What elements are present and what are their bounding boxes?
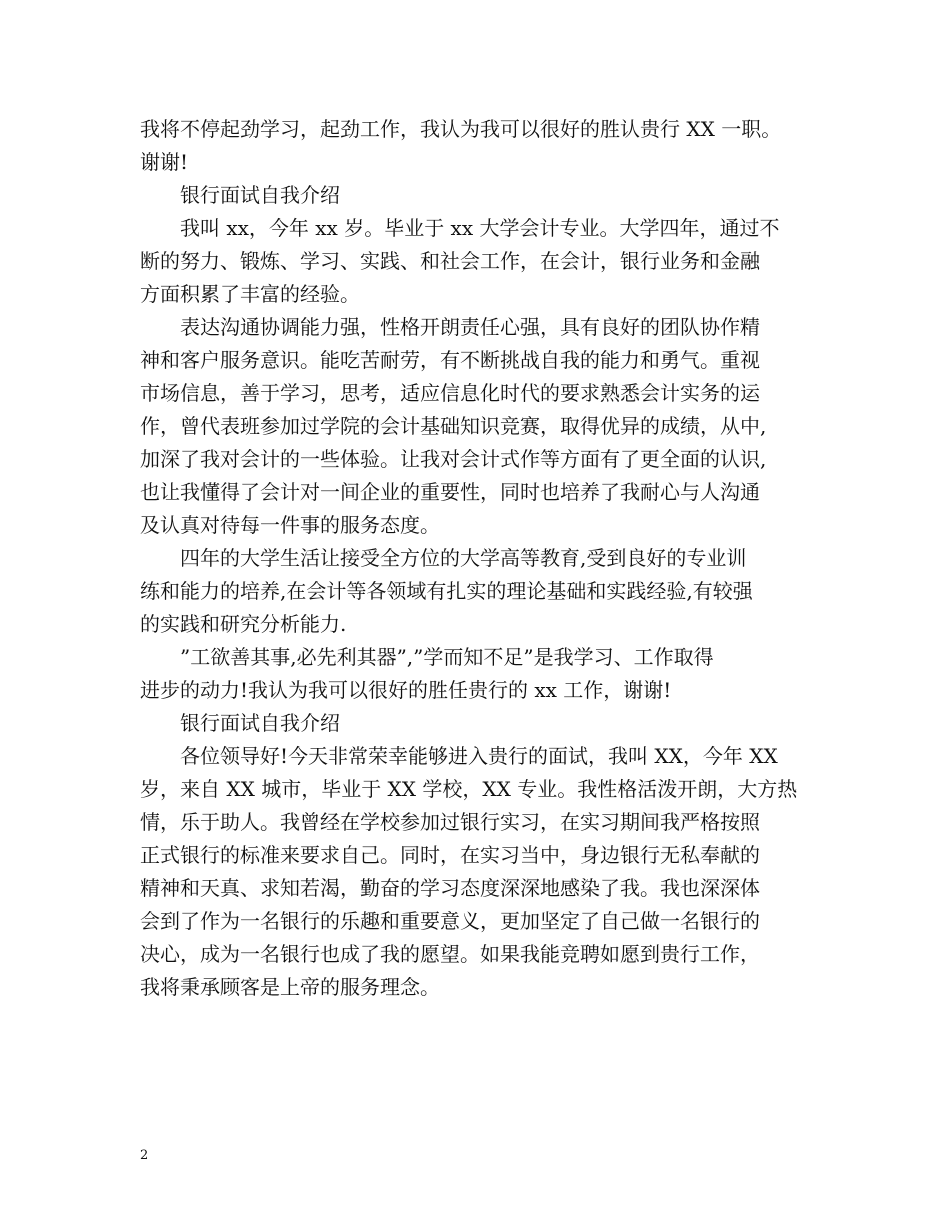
text-line: 正式银行的标准来要求自己。同时，在实习当中，身边银行无私奉献的 [140, 843, 760, 867]
text-line: ”工欲善其事,必先利其器”,”学而知不足”是我学习、工作取得 [180, 645, 714, 669]
section-heading: 银行面试自我介绍 [180, 711, 340, 735]
text-line: 决心，成为一名银行也成了我的愿望。如果我能竞聘如愿到贵行工作， [140, 942, 760, 966]
text-line: 各位领导好!今天非常荣幸能够进入贵行的面试，我叫 XX，今年 XX [180, 744, 778, 768]
text-line: 四年的大学生活让接受全方位的大学高等教育,受到良好的专业训 [180, 546, 747, 570]
text-line: 岁，来自 XX 城市，毕业于 XX 学校，XX 专业。我性格活泼开朗，大方热 [140, 777, 798, 801]
text-line: 神和客户服务意识。能吃苦耐劳，有不断挑战自我的能力和勇气。重视 [140, 348, 760, 372]
text-line: 断的努力、锻炼、学习、实践、和社会工作，在会计，银行业务和金融 [140, 249, 760, 273]
text-line: 我将秉承顾客是上帝的服务理念。 [140, 975, 440, 999]
text-line: 会到了作为一名银行的乐趣和重要意义，更加坚定了自己做一名银行的 [140, 909, 760, 933]
text-line: 情，乐于助人。我曾经在学校参加过银行实习，在实习期间我严格按照 [140, 810, 760, 834]
text-line: 方面积累了丰富的经验。 [140, 282, 360, 306]
text-line: 谢谢! [140, 150, 189, 174]
text-line: 及认真对待每一件事的服务态度。 [140, 513, 440, 537]
text-line: 我将不停起劲学习，起劲工作，我认为我可以很好的胜认贵行 XX 一职。 [140, 117, 782, 141]
text-line: 也让我懂得了会计对一间企业的重要性，同时也培养了我耐心与人沟通 [140, 480, 760, 504]
text-line: 精神和天真、求知若渴，勤奋的学习态度深深地感染了我。我也深深体 [140, 876, 760, 900]
page-number: 2 [140, 1148, 149, 1163]
section-heading: 银行面试自我介绍 [180, 183, 340, 207]
text-line: 进步的动力!我认为我可以很好的胜任贵行的 xx 工作，谢谢! [140, 678, 672, 702]
text-line: 市场信息，善于学习，思考，适应信息化时代的要求熟悉会计实务的运 [140, 381, 760, 405]
text-line: 的实践和研究分析能力. [140, 612, 347, 636]
text-line: 表达沟通协调能力强，性格开朗责任心强，具有良好的团队协作精 [180, 315, 760, 339]
text-line: 练和能力的培养,在会计等各领域有扎实的理论基础和实践经验,有较强 [140, 579, 753, 603]
document-body [140, 113, 820, 1004]
text-line: 作，曾代表班参加过学院的会计基础知识竞赛，取得优异的成绩，从中, [140, 414, 767, 438]
text-line: 我叫 xx，今年 xx 岁。毕业于 xx 大学会计专业。大学四年，通过不 [180, 216, 780, 240]
text-line: 加深了我对会计的一些体验。让我对会计式作等方面有了更全面的认识, [140, 447, 767, 471]
